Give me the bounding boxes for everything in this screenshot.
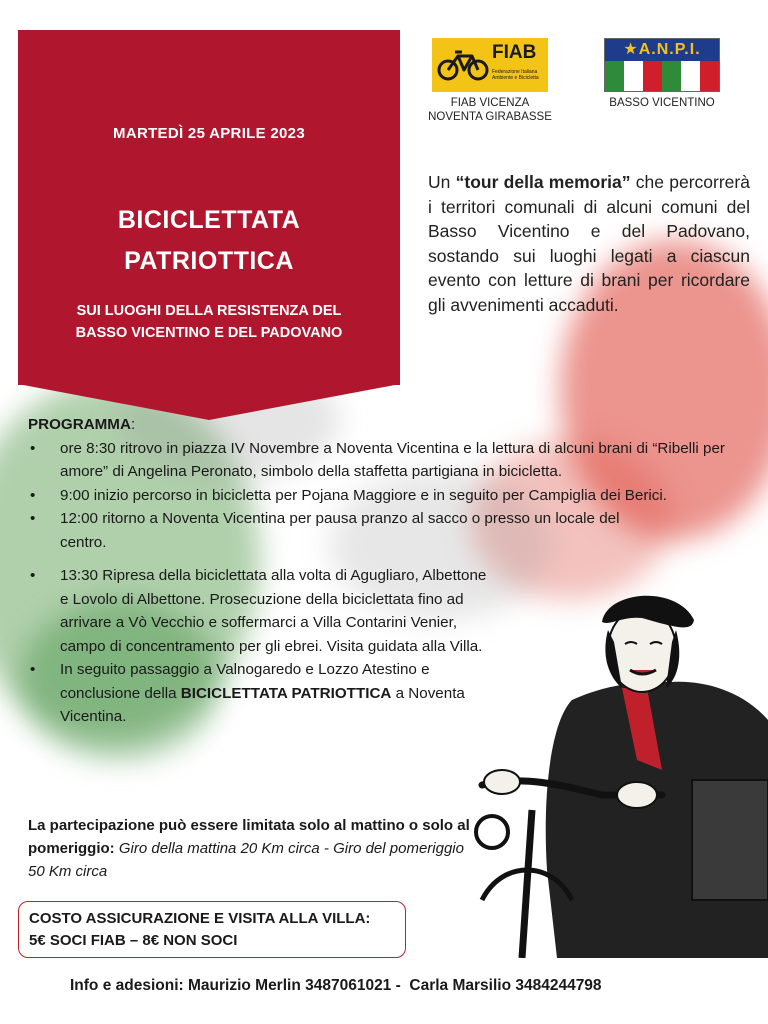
participation-note: La partecipazione può essere limitata solo al mattino o solo al pomeriggio: Giro della mattina 20 Km circa - Giro del pomeriggio 50 Km circa [28,817,470,880]
anpi-name: A.N.P.I. [638,41,701,58]
subtitle-line-2: BASSO VICENTINO E DEL PADOVANO [75,325,343,341]
subtitle-line-1: SUI LUOGHI DELLA RESISTENZA DEL [76,303,342,319]
event-date: MARTEDÌ 25 APRILE 2023 [113,125,305,142]
intro-text: che percorrerà i territori comunali di alcuni comuni del Basso Vicentino e del Padovano, sostando sui luoghi legati a ciascun evento con letture di brani per ricordare gli avvenimenti accaduti. [428,172,750,315]
title-line-1: BICICLETTATA [117,206,301,234]
anpi-logo [604,38,720,92]
anpi-caption: BASSO VICENTINO [609,97,715,109]
list-item: • 13:30 Ripresa della biciclettata alla volta di Agugliaro, Albettone e Lovolo di Albettone. Prosecuzione della biciclettata fino ad arrivare a Vò Vecchio e soffermarci a Villa Contarini Venier, campo di concentramento per gli ebrei. Visita guidata alla Villa. [28,564,490,658]
cost-line-2: 5€ SOCI FIAB – 8€ NON SOCI [29,932,238,949]
list-item: • 12:00 ritorno a Noventa Vicentina per pausa pranzo al sacco o presso un locale del centro. [28,507,670,554]
fiab-caption-2: NOVENTA GIRABASSE [428,111,552,123]
event-title [18,200,400,282]
list-item: • 9:00 inizio percorso in bicicletta per Pojana Maggiore e in seguito per Campiglia dei Berici. [28,484,753,508]
anpi-name-bar [605,39,719,61]
intro-paragraph [428,170,750,317]
list-item: • ore 8:30 ritrovo in piazza IV Novembre a Noventa Vicentina e la lettura di alcuni brani di “Ribelli per amore” di Angelina Peronato, simbolo della staffetta partigiana in bicicletta. [28,437,753,484]
list-item: • In seguito passaggio a Valnogaredo e Lozzo Atestino e conclusione della BICICLETTATA PATRIOTTICA a Noventa Vicentina. [28,658,500,729]
star-icon: ★ [623,41,639,58]
intro-highlight: “tour della memoria” [455,172,631,192]
intro-lead: Un [428,172,451,192]
anpi-logo-block [600,38,724,110]
cost-box [18,901,406,958]
fiab-name: FIAB [492,42,537,63]
cost-line-1: COSTO ASSICURAZIONE E VISITA ALLA VILLA: [29,910,371,927]
title-banner [18,30,400,385]
fiab-logo-block [420,38,560,124]
contact-info: Info e adesioni: Maurizio Merlin 3487061021 - Carla Marsilio 3484244798 [70,977,602,994]
fiab-tagline: Federazione Italiana Ambiente e Bicicletta [492,69,539,81]
italian-flag-stripes [605,61,719,91]
programma-heading: PROGRAMMA: [28,416,136,433]
event-subtitle [18,300,400,344]
fiab-logo [432,38,548,92]
fiab-caption-1: FIAB VICENZA [450,97,530,109]
title-line-2: PATRIOTTICA [124,247,294,275]
woman-with-bicycle-illustration [462,570,768,958]
bicycle-icon [436,48,490,82]
